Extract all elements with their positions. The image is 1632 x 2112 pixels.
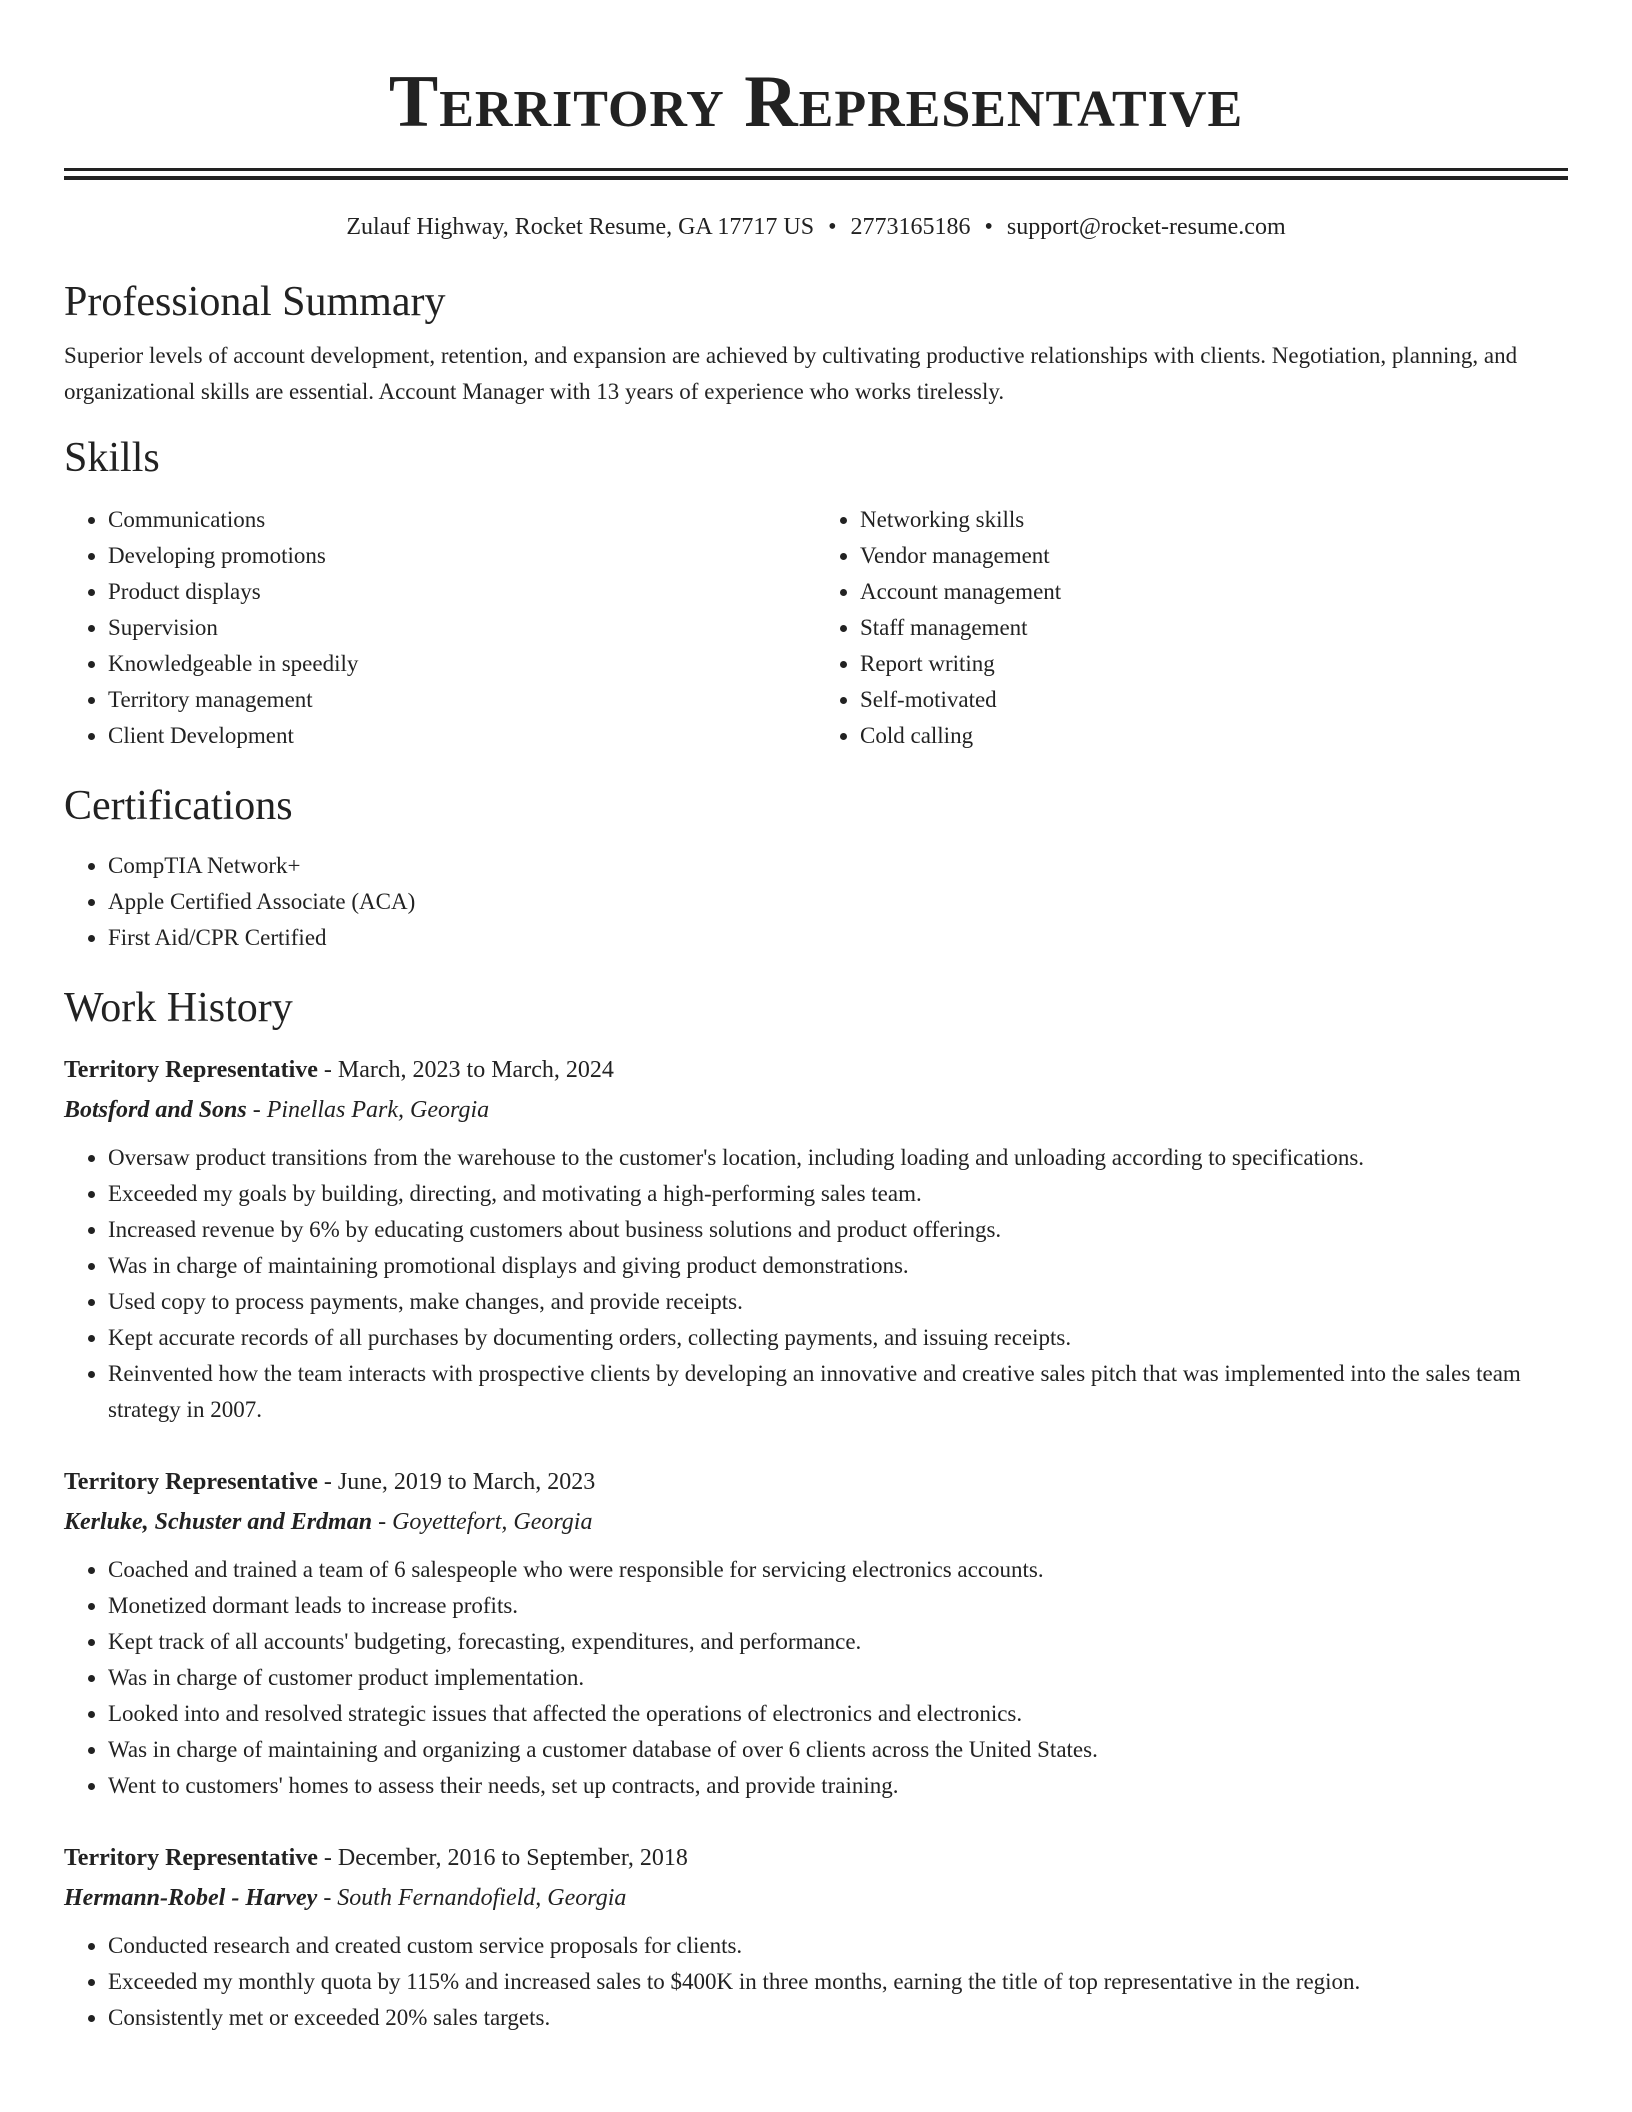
skill-item: • Supervision: [108, 610, 816, 646]
certification-item: • First Aid/CPR Certified: [108, 920, 1568, 956]
job-company: Hermann-Robel - Harvey: [64, 1885, 318, 1911]
certification-item: • Apple Certified Associate (ACA): [108, 884, 1568, 920]
contact-phone: 2773165186: [850, 214, 971, 240]
job-dates: - December, 2016 to September, 2018: [317, 1845, 688, 1871]
job-bullet: • Consistently met or exceeded 20% sales targets.: [108, 2000, 1568, 2036]
skill-item: • Knowledgeable in speedily: [108, 646, 816, 682]
job-bullet: • Looked into and resolved strategic issues that affected the operations of electronics and electronics.: [108, 1696, 1568, 1732]
skills-columns: [64, 502, 1568, 754]
job-bullet: • Was in charge of maintaining and organizing a customer database of over 6 clients across the United States.: [108, 1732, 1568, 1768]
job-location: - Pinellas Park, Georgia: [246, 1097, 490, 1123]
skills-right-list: [816, 502, 1568, 754]
job-location: - South Fernandofield, Georgia: [317, 1885, 627, 1911]
job-bullets: [64, 1552, 1568, 1804]
job-title-line: [64, 1050, 1568, 1090]
job-company-line: [64, 1878, 1568, 1918]
skill-item: • Cold calling: [860, 718, 1568, 754]
resume-page: [64, 0, 1568, 2036]
skill-item: • Account management: [860, 574, 1568, 610]
job-bullet: • Was in charge of customer product implementation.: [108, 1660, 1568, 1696]
skill-item: • Client Development: [108, 718, 816, 754]
work-history-heading: Work History: [64, 985, 293, 1031]
job-entry: [64, 1838, 1568, 2036]
skill-item: • Report writing: [860, 646, 1568, 682]
job-company-line: [64, 1090, 1568, 1130]
skill-item: • Communications: [108, 502, 816, 538]
certification-item: • CompTIA Network+: [108, 848, 1568, 884]
job-title: Territory Representative: [64, 1469, 318, 1495]
job-bullet: • Conducted research and created custom service proposals for clients.: [108, 1928, 1568, 1964]
summary-text: Superior levels of account development, retention, and expansion are achieved by cultivating productive relationships with clients. Negotiation, planning, and organizational skills are essential. Account Manager with 13 years of experience who works tirelessly.: [64, 343, 1518, 404]
skills-heading: Skills: [64, 435, 160, 481]
certifications-list: [64, 848, 1568, 956]
job-bullet: • Kept track of all accounts' budgeting, forecasting, expenditures, and performance.: [108, 1624, 1568, 1660]
job-bullets: [64, 1140, 1568, 1428]
job-bullet: • Was in charge of maintaining promotional displays and giving product demonstrations.: [108, 1248, 1568, 1284]
job-company-line: [64, 1502, 1568, 1542]
header-double-rule: [64, 168, 1568, 180]
job-entry: [64, 1462, 1568, 1804]
job-bullet: • Monetized dormant leads to increase profits.: [108, 1588, 1568, 1624]
job-title: Territory Representative: [64, 1057, 318, 1083]
skills-left-list: [64, 502, 816, 754]
job-title: Territory Representative: [64, 1845, 318, 1871]
skill-item: • Product displays: [108, 574, 816, 610]
job-dates: - March, 2023 to March, 2024: [317, 1057, 614, 1083]
skill-item: • Territory management: [108, 682, 816, 718]
job-bullet: • Exceeded my goals by building, directing, and motivating a high-performing sales team.: [108, 1176, 1568, 1212]
certifications-heading: Certifications: [64, 783, 293, 829]
contact-email: support@rocket-resume.com: [1006, 214, 1286, 240]
skill-item: • Staff management: [860, 610, 1568, 646]
job-entry: [64, 1050, 1568, 1428]
job-company: Botsford and Sons: [64, 1097, 247, 1123]
skill-item: • Vendor management: [860, 538, 1568, 574]
contact-address: Zulauf Highway, Rocket Resume, GA 17717 US: [346, 214, 815, 240]
job-bullet: • Increased revenue by 6% by educating customers about business solutions and product offerings.: [108, 1212, 1568, 1248]
job-title-line: [64, 1838, 1568, 1878]
job-bullet: • Used copy to process payments, make changes, and provide receipts.: [108, 1284, 1568, 1320]
skill-item: • Self-motivated: [860, 682, 1568, 718]
skill-item: • Networking skills: [860, 502, 1568, 538]
job-bullets: [64, 1928, 1568, 2036]
job-bullet: • Exceeded my monthly quota by 115% and increased sales to $400K in three months, earning the title of top representative in the region.: [108, 1964, 1568, 2000]
job-location: - Goyettefort, Georgia: [372, 1509, 593, 1535]
job-bullet: • Reinvented how the team interacts with prospective clients by developing an innovative and creative sales pitch that was implemented into the sales team strategy in 2007.: [108, 1356, 1568, 1428]
contact-line: [64, 210, 1568, 244]
job-bullet: • Coached and trained a team of 6 salespeople who were responsible for servicing electronics accounts.: [108, 1552, 1568, 1588]
skill-item: • Developing promotions: [108, 538, 816, 574]
job-dates: - June, 2019 to March, 2023: [317, 1469, 596, 1495]
job-title-line: [64, 1462, 1568, 1502]
contact-separator: •: [984, 214, 993, 240]
candidate-name: Territory Representative: [388, 61, 1244, 143]
job-bullet: • Went to customers' homes to assess their needs, set up contracts, and provide training.: [108, 1768, 1568, 1804]
job-bullet: • Kept accurate records of all purchases by documenting orders, collecting payments, and issuing receipts.: [108, 1320, 1568, 1356]
contact-separator: •: [828, 214, 837, 240]
job-company: Kerluke, Schuster and Erdman: [64, 1509, 373, 1535]
summary-heading: Professional Summary: [64, 279, 446, 325]
job-bullet: • Oversaw product transitions from the warehouse to the customer's location, including loading and unloading according to specifications.: [108, 1140, 1568, 1176]
